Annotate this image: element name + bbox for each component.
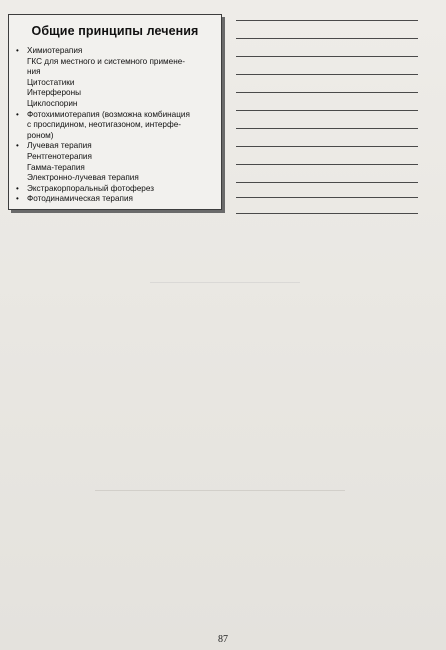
treatment-sub-item: Цитостатики xyxy=(27,77,75,87)
treatment-sub-item: ГКС для местного и системного примене- xyxy=(27,56,186,66)
note-line xyxy=(236,56,418,57)
panel-title: Общие принципы лечения xyxy=(31,24,199,38)
treatment-list-item: • Экстракорпоральный фотоферез xyxy=(15,184,215,195)
note-line xyxy=(236,213,418,214)
treatment-sub-item: Циклоспорин xyxy=(27,98,78,108)
page-number: 87 xyxy=(218,634,228,645)
note-line xyxy=(236,182,418,183)
note-line xyxy=(236,92,418,93)
note-line xyxy=(236,146,418,147)
bleed-through-block-2 xyxy=(150,360,300,390)
bleed-through-block-1 xyxy=(150,282,300,305)
note-line xyxy=(236,197,418,198)
treatment-sub-item: ния xyxy=(27,67,41,77)
treatment-sub-item: роном) xyxy=(27,130,54,140)
treatment-list xyxy=(9,46,221,205)
bleed-through-rule xyxy=(95,490,345,491)
bleed-through-block-3 xyxy=(130,505,320,595)
treatment-principles-panel xyxy=(8,14,222,210)
note-line xyxy=(236,20,418,21)
treatment-sub-item: Интерфероны xyxy=(27,88,81,98)
note-line xyxy=(236,38,418,39)
note-line xyxy=(236,74,418,75)
treatment-list-item: • Лучевая терапия xyxy=(15,141,215,152)
treatment-sub-item: Гамма-терапия xyxy=(27,162,85,172)
treatment-sub-item: Рентгенотерапия xyxy=(27,151,92,161)
treatment-sub-item: Электронно-лучевая терапия xyxy=(27,173,139,183)
treatment-sub-item: с проспидином, неотигазоном, интерфе- xyxy=(27,120,181,130)
treatment-list-item: • Химиотерапия xyxy=(15,46,215,57)
note-line xyxy=(236,128,418,129)
treatment-list-item: • Фотохимиотерапия (возможна комбинация xyxy=(15,110,215,121)
note-line xyxy=(236,110,418,111)
note-line xyxy=(236,164,418,165)
treatment-list-item: • Фотодинамическая терапия xyxy=(15,194,215,205)
